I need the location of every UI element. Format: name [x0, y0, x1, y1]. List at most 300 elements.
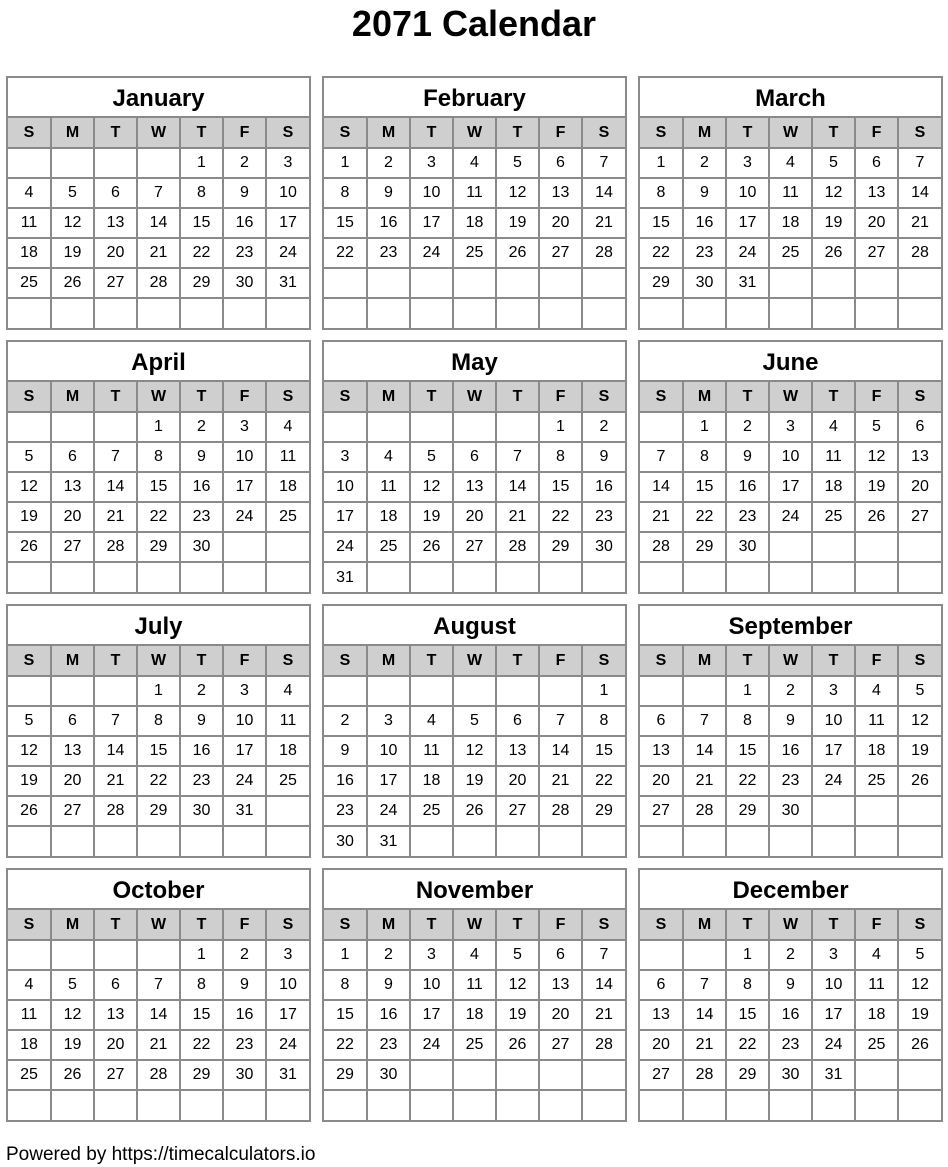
day-cell: 10	[410, 178, 453, 208]
day-cell: 21	[137, 238, 180, 268]
week-row	[8, 562, 309, 592]
day-cell: 23	[683, 238, 726, 268]
day-cell: 21	[539, 766, 582, 796]
week-row	[324, 532, 625, 562]
day-cell: 25	[8, 1060, 51, 1090]
empty-day-cell	[453, 412, 496, 442]
day-cell: 17	[812, 736, 855, 766]
day-cell: 25	[8, 268, 51, 298]
day-cell: 15	[640, 208, 683, 238]
day-cell: 30	[367, 1060, 410, 1090]
day-cell: 22	[726, 1030, 769, 1060]
weekday-header: F	[223, 646, 266, 676]
weekday-header: F	[855, 382, 898, 412]
page-title: 2071 Calendar	[351, 3, 597, 44]
day-cell: 21	[683, 1030, 726, 1060]
day-cell: 30	[180, 532, 223, 562]
empty-day-cell	[539, 268, 582, 298]
day-cell: 7	[898, 148, 941, 178]
day-cell: 26	[855, 502, 898, 532]
week-row	[640, 736, 941, 766]
empty-day-cell	[453, 298, 496, 328]
day-cell: 3	[266, 148, 309, 178]
weekday-header: S	[324, 646, 367, 676]
day-cell: 14	[496, 472, 539, 502]
day-cell: 30	[180, 796, 223, 826]
empty-day-cell	[223, 298, 266, 328]
week-row	[8, 502, 309, 532]
day-cell: 10	[726, 178, 769, 208]
day-cell: 6	[539, 148, 582, 178]
weekday-header: T	[410, 382, 453, 412]
day-cell: 15	[137, 472, 180, 502]
day-cell: 31	[812, 1060, 855, 1090]
month-name: April	[8, 342, 309, 382]
week-row	[8, 442, 309, 472]
month-name: November	[324, 870, 625, 910]
day-cell: 16	[223, 208, 266, 238]
day-cell: 13	[94, 1000, 137, 1030]
day-cell: 4	[8, 970, 51, 1000]
empty-day-cell	[51, 826, 94, 856]
weekday-header-row	[324, 118, 625, 148]
week-row	[324, 562, 625, 592]
weekday-header: S	[266, 382, 309, 412]
empty-day-cell	[496, 826, 539, 856]
day-cell: 28	[94, 532, 137, 562]
month-grid	[640, 382, 941, 592]
week-row	[324, 412, 625, 442]
empty-day-cell	[683, 298, 726, 328]
day-cell: 4	[8, 178, 51, 208]
day-cell: 14	[137, 208, 180, 238]
empty-day-cell	[855, 562, 898, 592]
day-cell: 29	[180, 268, 223, 298]
day-cell: 27	[51, 532, 94, 562]
empty-day-cell	[898, 796, 941, 826]
day-cell: 15	[180, 208, 223, 238]
weekday-header: T	[812, 910, 855, 940]
empty-day-cell	[8, 298, 51, 328]
day-cell: 9	[324, 736, 367, 766]
empty-day-cell	[324, 298, 367, 328]
day-cell: 8	[180, 970, 223, 1000]
day-cell: 2	[582, 412, 625, 442]
empty-day-cell	[683, 940, 726, 970]
day-cell: 3	[812, 940, 855, 970]
day-cell: 1	[582, 676, 625, 706]
day-cell: 24	[769, 502, 812, 532]
day-cell: 31	[336, 568, 354, 586]
empty-day-cell	[180, 1090, 223, 1120]
month-name: August	[324, 606, 625, 646]
empty-day-cell	[539, 676, 582, 706]
day-cell: 18	[8, 1030, 51, 1060]
month-grid	[324, 646, 625, 856]
empty-day-cell	[367, 1090, 410, 1120]
day-cell: 15	[324, 1000, 367, 1030]
weekday-header: S	[898, 910, 941, 940]
month-january	[6, 76, 311, 330]
day-cell: 18	[453, 208, 496, 238]
day-cell: 14	[683, 1000, 726, 1030]
day-cell: 15	[539, 472, 582, 502]
week-row	[324, 706, 625, 736]
weekday-header-row	[8, 118, 309, 148]
empty-day-cell	[8, 148, 51, 178]
day-cell: 28	[640, 532, 683, 562]
day-cell: 18	[855, 736, 898, 766]
day-cell: 12	[51, 208, 94, 238]
day-cell: 12	[496, 178, 539, 208]
empty-day-cell	[51, 298, 94, 328]
weekday-header: T	[726, 382, 769, 412]
day-cell: 28	[496, 532, 539, 562]
month-june	[638, 340, 943, 594]
weekday-header: M	[683, 646, 726, 676]
weekday-header: W	[453, 118, 496, 148]
weekday-header: M	[51, 646, 94, 676]
day-cell: 25	[453, 238, 496, 268]
day-cell: 9	[769, 970, 812, 1000]
empty-day-cell	[266, 826, 309, 856]
day-cell: 12	[8, 472, 51, 502]
day-cell: 16	[367, 208, 410, 238]
day-cell: 9	[367, 970, 410, 1000]
week-row	[8, 532, 309, 562]
day-cell: 27	[855, 238, 898, 268]
week-row	[8, 676, 309, 706]
day-cell: 31	[266, 1060, 309, 1090]
empty-day-cell	[683, 676, 726, 706]
day-cell: 23	[180, 502, 223, 532]
week-row	[640, 706, 941, 736]
day-cell: 22	[180, 1030, 223, 1060]
day-cell: 20	[539, 208, 582, 238]
empty-day-cell	[410, 298, 453, 328]
day-cell: 26	[8, 796, 51, 826]
day-cell: 28	[683, 1060, 726, 1090]
week-row	[8, 1000, 309, 1030]
day-cell: 11	[8, 1000, 51, 1030]
week-row	[324, 766, 625, 796]
weekday-header: S	[582, 382, 625, 412]
day-cell: 16	[324, 766, 367, 796]
month-grid	[324, 910, 625, 1120]
weekday-header: T	[410, 910, 453, 940]
day-cell: 10	[769, 442, 812, 472]
empty-day-cell	[266, 298, 309, 328]
empty-day-cell	[640, 940, 683, 970]
weekday-header-row	[8, 646, 309, 676]
day-cell: 10	[367, 736, 410, 766]
empty-day-cell	[812, 1090, 855, 1120]
day-cell: 2	[223, 940, 266, 970]
empty-day-cell	[180, 826, 223, 856]
week-row	[324, 148, 625, 178]
day-cell: 22	[683, 502, 726, 532]
day-cell: 16	[769, 1000, 812, 1030]
day-cell: 28	[94, 796, 137, 826]
weekday-header-row	[324, 910, 625, 940]
day-cell: 5	[51, 178, 94, 208]
day-cell: 1	[726, 940, 769, 970]
day-cell: 13	[855, 178, 898, 208]
day-cell: 29	[726, 1060, 769, 1090]
weekday-header: T	[496, 910, 539, 940]
month-grid	[324, 118, 625, 328]
week-row	[324, 268, 625, 298]
week-row	[324, 970, 625, 1000]
day-cell: 20	[94, 238, 137, 268]
day-cell: 9	[683, 178, 726, 208]
empty-day-cell	[582, 1090, 625, 1120]
week-row	[324, 940, 625, 970]
week-row	[8, 298, 309, 328]
weekday-header: T	[812, 382, 855, 412]
empty-day-cell	[496, 1060, 539, 1090]
day-cell: 16	[180, 472, 223, 502]
weekday-header: M	[51, 910, 94, 940]
empty-day-cell	[266, 1090, 309, 1120]
empty-day-cell	[51, 940, 94, 970]
empty-day-cell	[582, 1060, 625, 1090]
day-cell: 10	[223, 442, 266, 472]
day-cell: 17	[324, 502, 367, 532]
day-cell: 15	[180, 1000, 223, 1030]
day-cell: 25	[855, 1030, 898, 1060]
day-cell: 19	[496, 1000, 539, 1030]
weekday-header: W	[453, 382, 496, 412]
week-row	[640, 148, 941, 178]
day-cell: 6	[453, 442, 496, 472]
day-cell: 22	[180, 238, 223, 268]
week-row	[640, 796, 941, 826]
week-row	[324, 1060, 625, 1090]
weekday-header: M	[51, 118, 94, 148]
weekday-header: T	[726, 646, 769, 676]
empty-day-cell	[367, 268, 410, 298]
day-cell: 19	[898, 736, 941, 766]
day-cell: 11	[367, 472, 410, 502]
week-row	[640, 766, 941, 796]
day-cell: 3	[324, 442, 367, 472]
empty-day-cell	[769, 562, 812, 592]
day-cell: 23	[180, 766, 223, 796]
week-row	[640, 412, 941, 442]
empty-day-cell	[8, 940, 51, 970]
day-cell: 25	[769, 238, 812, 268]
weekday-header-row	[324, 382, 625, 412]
empty-day-cell	[539, 1060, 582, 1090]
day-cell: 27	[898, 502, 941, 532]
empty-day-cell	[683, 562, 726, 592]
day-cell: 20	[640, 1030, 683, 1060]
day-cell: 31	[726, 268, 769, 298]
day-cell: 12	[51, 1000, 94, 1030]
day-cell: 26	[8, 532, 51, 562]
day-cell: 1	[683, 412, 726, 442]
day-cell: 2	[324, 706, 367, 736]
day-cell: 20	[898, 472, 941, 502]
weekday-header: W	[137, 646, 180, 676]
day-cell: 20	[453, 502, 496, 532]
weekday-header: S	[582, 118, 625, 148]
empty-day-cell	[539, 562, 582, 592]
month-grid	[640, 118, 941, 328]
day-cell: 17	[223, 736, 266, 766]
week-row	[8, 412, 309, 442]
weekday-header: T	[726, 910, 769, 940]
day-cell: 2	[683, 148, 726, 178]
day-cell: 21	[582, 208, 625, 238]
day-cell: 13	[898, 442, 941, 472]
weekday-header: T	[410, 646, 453, 676]
empty-day-cell	[640, 826, 683, 856]
empty-day-cell	[94, 148, 137, 178]
day-cell: 3	[726, 148, 769, 178]
empty-day-cell	[812, 562, 855, 592]
day-cell: 16	[180, 736, 223, 766]
month-name: May	[324, 342, 625, 382]
day-cell: 6	[94, 970, 137, 1000]
day-cell: 5	[8, 706, 51, 736]
empty-day-cell	[94, 298, 137, 328]
day-cell: 7	[582, 148, 625, 178]
day-cell: 1	[324, 940, 367, 970]
day-cell: 6	[51, 706, 94, 736]
weekday-header: S	[640, 910, 683, 940]
day-cell: 23	[769, 1030, 812, 1060]
day-cell: 19	[410, 502, 453, 532]
day-cell: 20	[94, 1030, 137, 1060]
week-row	[640, 298, 941, 328]
weekday-header: T	[94, 118, 137, 148]
empty-day-cell	[410, 1090, 453, 1120]
week-row	[324, 472, 625, 502]
empty-day-cell	[812, 826, 855, 856]
day-cell: 18	[266, 472, 309, 502]
empty-day-cell	[51, 412, 94, 442]
week-row	[324, 1030, 625, 1060]
day-cell: 8	[582, 706, 625, 736]
weekday-header: F	[855, 646, 898, 676]
day-cell: 24	[410, 238, 453, 268]
day-cell: 3	[769, 412, 812, 442]
day-cell: 29	[726, 796, 769, 826]
empty-day-cell	[640, 412, 683, 442]
empty-day-cell	[324, 1090, 367, 1120]
day-cell: 13	[539, 970, 582, 1000]
day-cell: 11	[769, 178, 812, 208]
empty-day-cell	[180, 298, 223, 328]
empty-day-cell	[453, 826, 496, 856]
weekday-header: S	[8, 910, 51, 940]
weekday-header: S	[640, 118, 683, 148]
day-cell: 19	[496, 208, 539, 238]
week-row	[8, 1030, 309, 1060]
day-cell: 7	[137, 178, 180, 208]
day-cell: 3	[812, 676, 855, 706]
day-cell: 8	[180, 178, 223, 208]
empty-day-cell	[726, 1090, 769, 1120]
day-cell: 25	[453, 1030, 496, 1060]
day-cell: 4	[453, 940, 496, 970]
day-cell: 18	[266, 736, 309, 766]
day-cell: 1	[539, 412, 582, 442]
day-cell: 7	[539, 706, 582, 736]
day-cell: 5	[8, 442, 51, 472]
month-december	[638, 868, 943, 1122]
day-cell: 16	[223, 1000, 266, 1030]
day-cell: 30	[223, 1060, 266, 1090]
day-cell: 5	[453, 706, 496, 736]
day-cell: 29	[137, 532, 180, 562]
day-cell: 19	[51, 238, 94, 268]
day-cell: 10	[266, 970, 309, 1000]
empty-day-cell	[769, 268, 812, 298]
day-cell: 19	[898, 1000, 941, 1030]
weekday-header: S	[8, 646, 51, 676]
day-cell: 11	[266, 706, 309, 736]
week-row	[8, 736, 309, 766]
month-july	[6, 604, 311, 858]
month-february	[322, 76, 627, 330]
day-cell: 29	[582, 796, 625, 826]
weekday-header-row	[640, 382, 941, 412]
day-cell: 7	[683, 706, 726, 736]
month-name: December	[640, 870, 941, 910]
week-row	[324, 1090, 625, 1120]
day-cell: 15	[683, 472, 726, 502]
week-row	[640, 532, 941, 562]
day-cell: 17	[367, 766, 410, 796]
day-cell: 27	[539, 238, 582, 268]
empty-day-cell	[51, 676, 94, 706]
empty-day-cell	[367, 298, 410, 328]
empty-day-cell	[266, 796, 309, 826]
empty-day-cell	[8, 1090, 51, 1120]
empty-day-cell	[324, 412, 367, 442]
weekday-header: F	[855, 118, 898, 148]
day-cell: 16	[683, 208, 726, 238]
day-cell: 21	[137, 1030, 180, 1060]
day-cell: 26	[453, 796, 496, 826]
day-cell: 28	[137, 1060, 180, 1090]
weekday-header: W	[453, 910, 496, 940]
weekday-header: S	[898, 646, 941, 676]
week-row	[8, 472, 309, 502]
day-cell: 28	[582, 1030, 625, 1060]
empty-day-cell	[898, 532, 941, 562]
day-cell: 24	[726, 238, 769, 268]
month-name: October	[8, 870, 309, 910]
day-cell: 18	[8, 238, 51, 268]
weekday-header: S	[324, 910, 367, 940]
day-cell: 2	[726, 412, 769, 442]
day-cell: 13	[51, 736, 94, 766]
week-row	[640, 208, 941, 238]
week-row	[8, 1090, 309, 1120]
day-cell: 7	[640, 442, 683, 472]
day-cell: 10	[266, 178, 309, 208]
day-cell: 29	[640, 268, 683, 298]
day-cell: 11	[266, 442, 309, 472]
weekday-header: F	[223, 382, 266, 412]
day-cell: 28	[898, 238, 941, 268]
week-row	[640, 970, 941, 1000]
weekday-header: S	[266, 118, 309, 148]
